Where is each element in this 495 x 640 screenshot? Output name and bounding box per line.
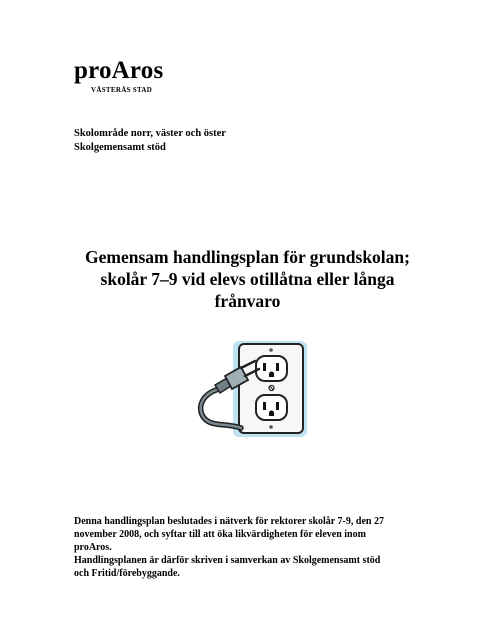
logo-text: proAros bbox=[74, 57, 164, 84]
department-line: Skolområde norr, väster och öster bbox=[74, 128, 226, 139]
footer-line: november 2008, och syftar till att öka likvärdigheten för eleven inom bbox=[74, 529, 366, 540]
footer-line: och Fritid/förebyggande. bbox=[74, 568, 180, 579]
title-line: Gemensam handlingsplan för grundskolan; bbox=[85, 247, 410, 267]
footer-line: Denna handlingsplan beslutades i nätverk för rektorer skolår 7-9, den 27 bbox=[74, 516, 384, 527]
department-block bbox=[74, 127, 226, 154]
footer-note bbox=[74, 515, 434, 580]
document-title bbox=[50, 246, 445, 312]
title-line: skolår 7–9 vid elevs otillåtna eller långa bbox=[100, 269, 395, 289]
power-plug-outlet-icon bbox=[197, 339, 311, 439]
logo-subtitle: VÄSTERÅS STAD bbox=[91, 86, 153, 94]
footer-line: proAros. bbox=[74, 542, 112, 553]
department-line: Skolgemensamt stöd bbox=[74, 141, 166, 153]
title-line: frånvaro bbox=[214, 291, 281, 311]
footer-line: Handlingsplanen är därför skriven i samverkan av Skolgemensamt stöd bbox=[74, 555, 381, 566]
